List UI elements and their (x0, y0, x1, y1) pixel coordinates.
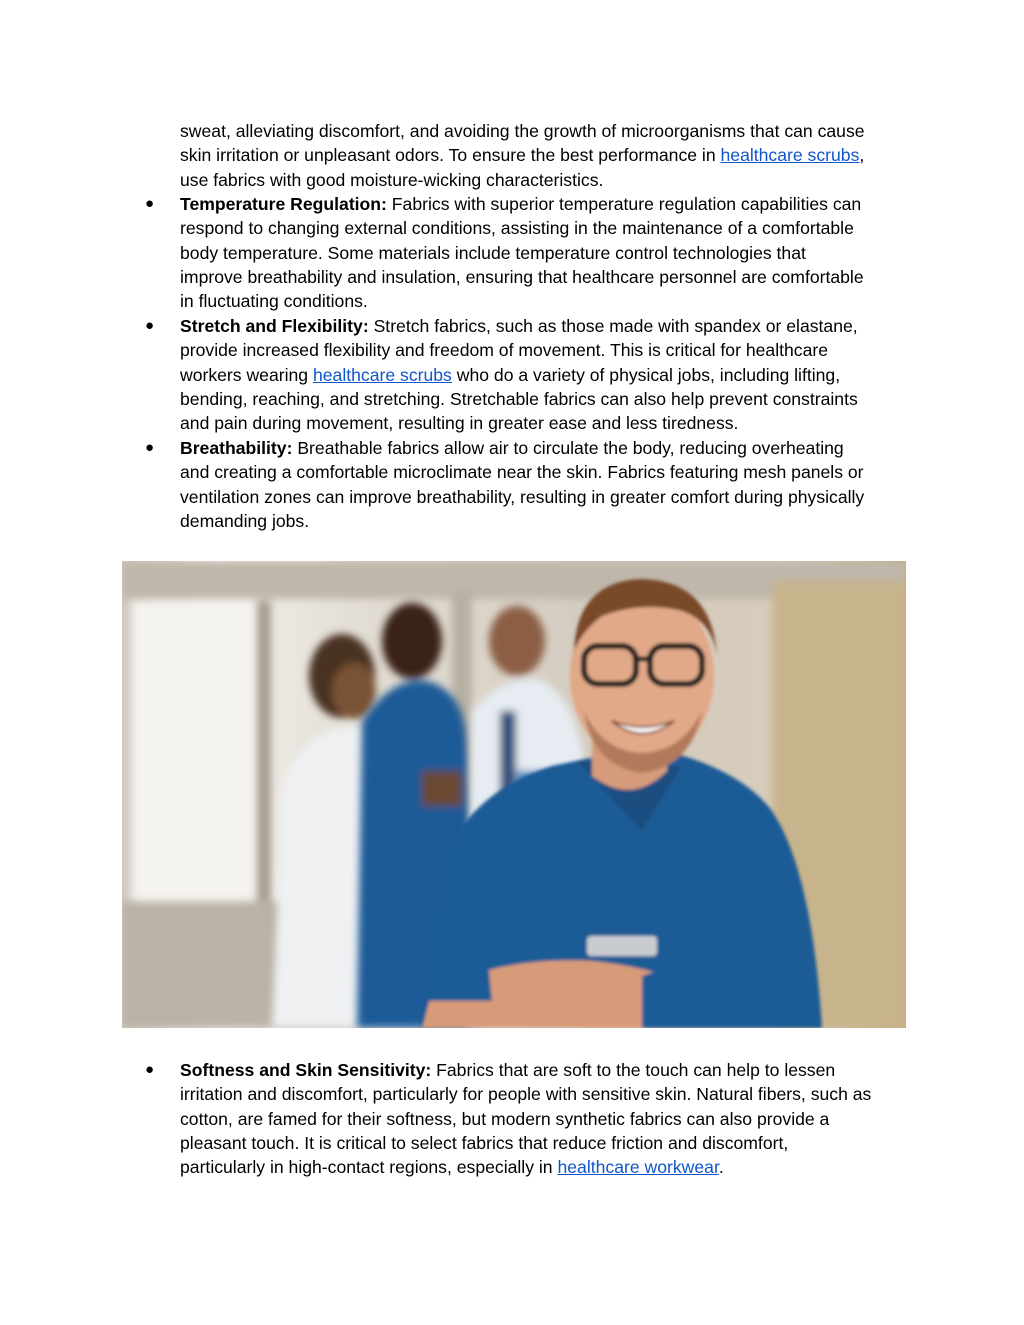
text-line: particularly in high-contact regions, especially in healthcare workwear. (180, 1157, 724, 1178)
intro-paragraph (180, 119, 910, 192)
text-line: workers wearing healthcare scrubs who do a variety of physical jobs, including lifting, (180, 364, 841, 385)
healthcare-scrubs-link[interactable]: healthcare scrubs (312, 364, 452, 385)
text-line: ventilation zones can improve breathability, resulting in greater comfort during physically (180, 486, 865, 507)
text-line: Temperature Regulation: Fabrics with superior temperature regulation capabilities can (180, 194, 862, 214)
list-item-temperature-regulation (145, 192, 910, 313)
list-item-breathability (145, 436, 910, 533)
list-item-stretch-flexibility (145, 314, 910, 435)
item-title: Stretch and Flexibility: (180, 316, 369, 336)
item-title: Softness and Skin Sensitivity: (180, 1060, 432, 1080)
text-line: Stretch and Flexibility: Stretch fabrics, such as those made with spandex or elastane, (180, 316, 858, 336)
text-line: respond to changing external conditions, assisting in the maintenance of a comfortable (180, 218, 854, 239)
bullet-icon: ● (145, 195, 155, 212)
bullet-icon: ● (145, 439, 155, 456)
text-line: and creating a comfortable microclimate near the skin. Fabrics featuring mesh panels or (180, 462, 864, 483)
text-line: Softness and Skin Sensitivity: Fabrics that are soft to the touch can help to lessen (180, 1060, 836, 1080)
text-line: irritation and discomfort, particularly for people with sensitive skin. Natural fibers, such as (180, 1084, 872, 1105)
healthcare-workwear-link[interactable]: healthcare workwear (557, 1157, 719, 1178)
list-item-softness (145, 1058, 910, 1179)
bullet-icon: ● (145, 1061, 155, 1078)
bullet-icon: ● (145, 317, 155, 334)
item-title: Breathability: (180, 438, 293, 458)
text-line: pleasant touch. It is critical to select fabrics that reduce friction and discomfort, (180, 1132, 789, 1153)
healthcare-workers-photo (122, 561, 906, 1028)
text-line: provide increased flexibility and freedom of movement. This is critical for healthcare (180, 340, 829, 361)
text-line: cotton, are famed for their softness, but modern synthetic fabrics can also provide a (180, 1108, 830, 1129)
text-line: use fabrics with good moisture-wicking characteristics. (180, 169, 604, 190)
text-line: demanding jobs. (180, 510, 310, 531)
text-line: and pain during movement, resulting in greater ease and less tiredness. (180, 413, 739, 434)
photo-illustration (122, 561, 906, 1028)
text-line: in fluctuating conditions. (180, 291, 368, 312)
text-line: Breathability: Breathable fabrics allow air to circulate the body, reducing overheating (180, 438, 844, 458)
text-line: bending, reaching, and stretching. Stretchable fabrics can also help prevent constraints (180, 388, 858, 409)
text-line: sweat, alleviating discomfort, and avoiding the growth of microorganisms that can cause (180, 121, 865, 141)
text-line: improve breathability and insulation, ensuring that healthcare personnel are comfortable (180, 266, 864, 287)
text-line: skin irritation or unpleasant odors. To ensure the best performance in healthcare scrubs, (180, 145, 865, 166)
healthcare-scrubs-link[interactable]: healthcare scrubs (720, 145, 860, 166)
text-line: body temperature. Some materials include temperature control technologies that (180, 242, 806, 263)
item-title: Temperature Regulation: (180, 194, 387, 214)
